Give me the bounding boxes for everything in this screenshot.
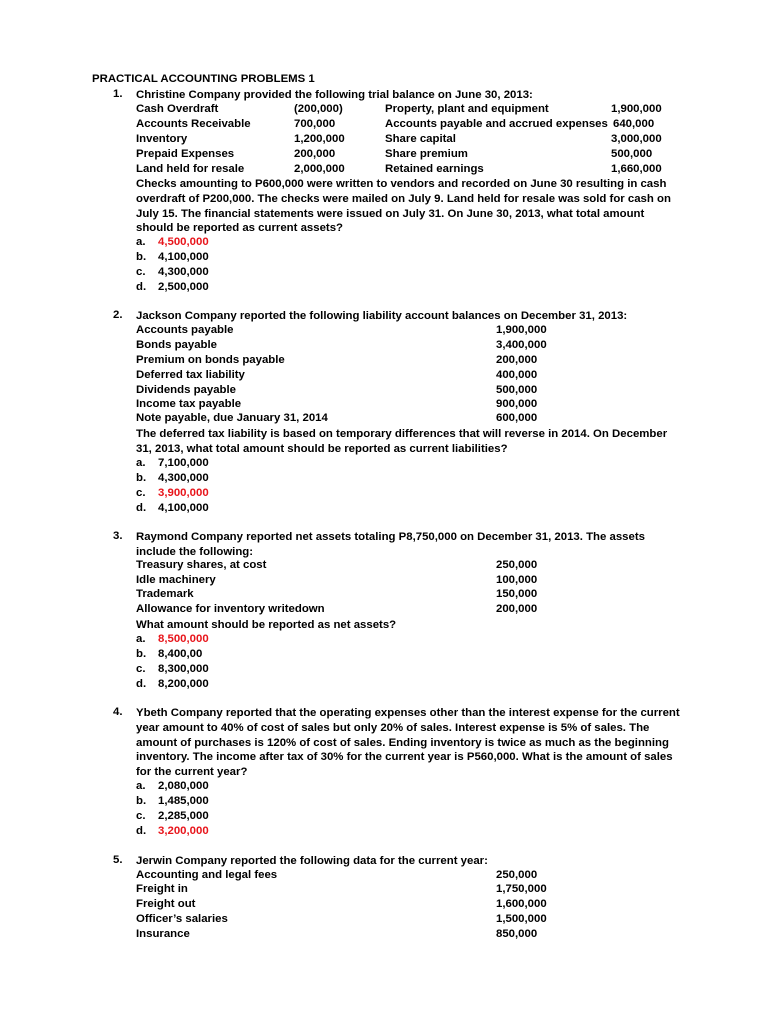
question-text: The deferred tax liability is based on temporary differences that will reverse in 2014. On December 31, 2013, what total amount should be reported as current liabilities? [136, 428, 668, 455]
account-amount: 400,000 [496, 369, 538, 381]
question-intro: Christine Company provided the following trial balance on June 30, 2013: [136, 89, 533, 101]
account-label: Cash Overdraft [136, 103, 219, 115]
question-text: Ybeth Company reported that the operating expenses other than the interest expense for the current year amount to 40% of cost of sales but only 20% of sales. Interest expense is 5% of sales. The amount of purchases is 120% of cost of sales. Ending inventory is twice as much as the beginning inventory. The income after tax of 30% for the current year is P560,000. What is the amount of sales for the current year? [136, 707, 680, 779]
choice-value: 4,300,000 [158, 266, 209, 278]
choice-value: 8,400,00 [158, 648, 203, 660]
choice-letter: c. [136, 266, 146, 278]
account-label: Share premium [385, 148, 468, 160]
account-label: Freight in [136, 883, 188, 895]
choice-value: 7,100,000 [158, 457, 209, 469]
account-label: Allowance for inventory writedown [136, 603, 325, 615]
choice-value: 4,100,000 [158, 251, 209, 263]
account-label: Prepaid Expenses [136, 148, 235, 160]
account-label: Accounts payable and accrued expenses [385, 118, 608, 130]
question-number: 2. [113, 309, 123, 321]
account-label: Officer’s salaries [136, 913, 228, 925]
account-amount: 500,000 [611, 148, 653, 160]
correct-answer: 8,500,000 [158, 633, 209, 645]
choice-letter: a. [136, 236, 146, 248]
choice-letter: b. [136, 251, 147, 263]
account-label: Idle machinery [136, 574, 216, 586]
choice-value: 2,285,000 [158, 810, 209, 822]
correct-answer: 4,500,000 [158, 236, 209, 248]
choice-value: 4,100,000 [158, 502, 209, 514]
account-label: Premium on bonds payable [136, 354, 285, 366]
account-label: Land held for resale [136, 163, 245, 175]
account-label: Inventory [136, 133, 188, 145]
choice-value: 1,485,000 [158, 795, 209, 807]
account-amount: 1,900,000 [496, 324, 547, 336]
account-amount: 1,600,000 [496, 898, 547, 910]
account-label: Insurance [136, 928, 190, 940]
account-amount: 600,000 [496, 412, 538, 424]
account-amount: 250,000 [496, 869, 538, 881]
choice-letter: c. [136, 487, 146, 499]
account-amount: 3,000,000 [611, 133, 662, 145]
account-amount: 640,000 [613, 118, 655, 130]
choice-letter: b. [136, 648, 147, 660]
account-label: Deferred tax liability [136, 369, 245, 381]
account-label: Freight out [136, 898, 196, 910]
question-number: 3. [113, 530, 123, 542]
account-amount: 200,000 [496, 603, 538, 615]
choice-letter: b. [136, 795, 147, 807]
choice-letter: d. [136, 678, 147, 690]
account-amount: (200,000) [294, 103, 343, 115]
account-label: Treasury shares, at cost [136, 559, 267, 571]
choice-letter: a. [136, 780, 146, 792]
account-amount: 700,000 [294, 118, 336, 130]
question-text: What amount should be reported as net assets? [136, 619, 397, 631]
choice-value: 8,300,000 [158, 663, 209, 675]
account-label: Bonds payable [136, 339, 218, 351]
account-label: Trademark [136, 588, 194, 600]
account-label: Income tax payable [136, 398, 242, 410]
account-amount: 500,000 [496, 384, 538, 396]
account-amount: 1,200,000 [294, 133, 345, 145]
account-amount: 1,750,000 [496, 883, 547, 895]
question-number: 1. [113, 88, 123, 100]
account-amount: 200,000 [496, 354, 538, 366]
account-label: Accounts Receivable [136, 118, 251, 130]
document-title: PRACTICAL ACCOUNTING PROBLEMS 1 [92, 73, 315, 85]
correct-answer: 3,900,000 [158, 487, 209, 499]
account-amount: 900,000 [496, 398, 538, 410]
account-label: Property, plant and equipment [385, 103, 549, 115]
question-intro: Raymond Company reported net assets totaling P8,750,000 on December 31, 2013. The assets include the following: [136, 531, 645, 558]
choice-letter: a. [136, 633, 146, 645]
choice-letter: b. [136, 472, 147, 484]
account-amount: 3,400,000 [496, 339, 547, 351]
choice-letter: d. [136, 825, 147, 837]
account-amount: 850,000 [496, 928, 538, 940]
choice-letter: a. [136, 457, 146, 469]
account-amount: 250,000 [496, 559, 538, 571]
account-label: Retained earnings [385, 163, 484, 175]
account-amount: 1,660,000 [611, 163, 662, 175]
account-amount: 1,900,000 [611, 103, 662, 115]
account-amount: 100,000 [496, 574, 538, 586]
choice-letter: c. [136, 810, 146, 822]
choice-letter: d. [136, 281, 147, 293]
account-label: Accounting and legal fees [136, 869, 278, 881]
question-intro: Jackson Company reported the following liability account balances on December 31, 2013: [136, 310, 628, 322]
correct-answer: 3,200,000 [158, 825, 209, 837]
account-label: Share capital [385, 133, 456, 145]
choice-value: 2,500,000 [158, 281, 209, 293]
account-label: Accounts payable [136, 324, 234, 336]
question-text: Checks amounting to P600,000 were written to vendors and recorded on June 30 resulting in cash overdraft of P200,000. The checks were mailed on July 9. Land held for resale was sold for cash on July 15. The financial statements were issued on July 31. On June 30, 2013, what total amount should be reported as current assets? [136, 178, 671, 235]
question-number: 5. [113, 854, 123, 866]
choice-value: 8,200,000 [158, 678, 209, 690]
account-amount: 200,000 [294, 148, 336, 160]
account-amount: 2,000,000 [294, 163, 345, 175]
choice-value: 4,300,000 [158, 472, 209, 484]
question-intro: Jerwin Company reported the following data for the current year: [136, 855, 488, 867]
account-label: Dividends payable [136, 384, 237, 396]
choice-value: 2,080,000 [158, 780, 209, 792]
account-amount: 1,500,000 [496, 913, 547, 925]
choice-letter: d. [136, 502, 147, 514]
question-number: 4. [113, 706, 123, 718]
account-label: Note payable, due January 31, 2014 [136, 412, 328, 424]
choice-letter: c. [136, 663, 146, 675]
account-amount: 150,000 [496, 588, 538, 600]
